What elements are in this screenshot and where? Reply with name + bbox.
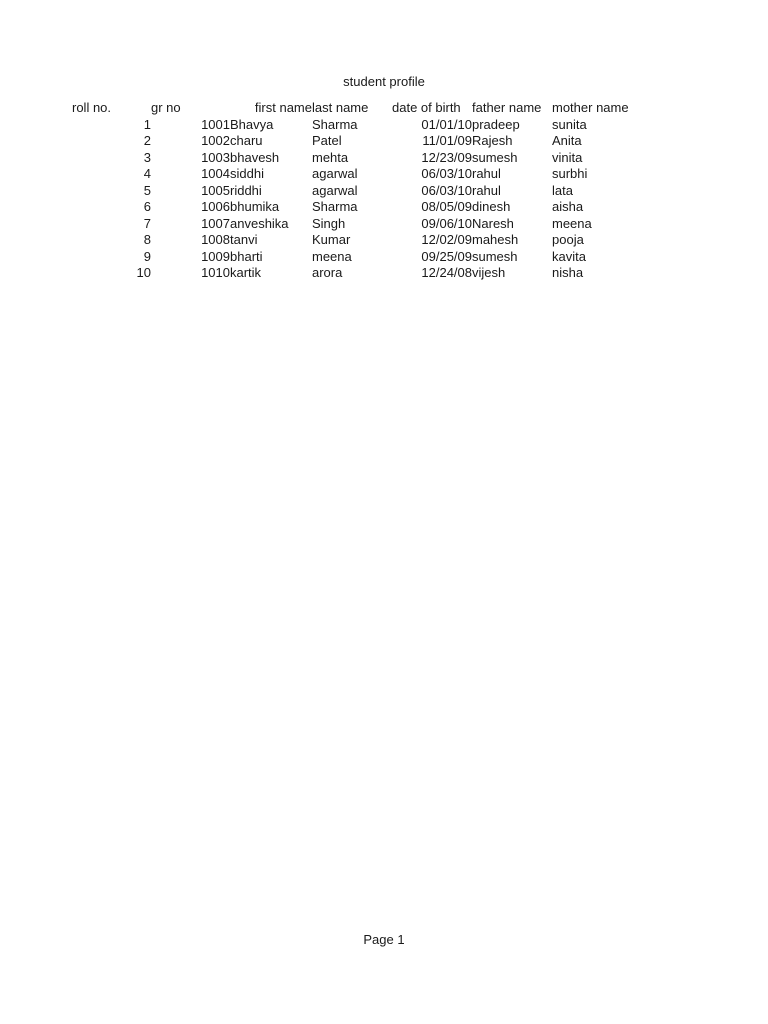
cell-last-name: Kumar xyxy=(312,232,351,247)
cell-roll-no: 2 xyxy=(143,133,151,148)
cell-father-name: dinesh xyxy=(472,199,511,214)
column-header-roll-no: roll no. xyxy=(72,100,112,115)
table-row xyxy=(72,117,642,134)
table-row xyxy=(72,199,642,216)
table-header-row xyxy=(72,100,642,117)
cell-mother-name: surbhi xyxy=(552,166,588,181)
student-profile-table xyxy=(72,100,642,282)
cell-last-name: Sharma xyxy=(312,116,358,132)
cell-last-name: meena xyxy=(312,248,352,264)
cell-first-name: tanvi xyxy=(230,232,258,247)
column-header-gr-no: gr no xyxy=(151,100,181,115)
table-row xyxy=(72,216,642,233)
cell-mother-name: meena xyxy=(552,215,592,231)
page-title xyxy=(0,74,768,90)
cell-date-of-birth: 11/01/09 xyxy=(422,133,472,148)
cell-date-of-birth: 08/05/09 xyxy=(421,199,472,214)
cell-mother-name: lata xyxy=(552,182,573,198)
cell-roll-no: 3 xyxy=(143,149,151,165)
cell-first-name: anveshika xyxy=(230,215,289,231)
cell-gr-no: 1007 xyxy=(201,215,230,231)
cell-last-name: Singh xyxy=(312,215,346,231)
cell-date-of-birth: 01/01/10 xyxy=(421,116,472,132)
cell-date-of-birth: 09/25/09 xyxy=(421,248,472,264)
table-body xyxy=(72,117,642,282)
cell-gr-no: 1004 xyxy=(201,166,230,181)
page-title-text: student profile xyxy=(343,74,425,89)
cell-mother-name: nisha xyxy=(552,265,584,280)
cell-roll-no: 5 xyxy=(143,182,151,198)
cell-first-name: bhavesh xyxy=(230,149,280,165)
cell-date-of-birth: 06/03/10 xyxy=(421,166,472,181)
cell-date-of-birth: 12/24/08 xyxy=(421,265,472,280)
cell-father-name: sumesh xyxy=(472,248,518,264)
cell-date-of-birth: 12/02/09 xyxy=(421,232,472,247)
cell-father-name: pradeep xyxy=(472,116,520,132)
cell-mother-name: kavita xyxy=(552,248,586,264)
cell-last-name: arora xyxy=(312,265,343,280)
page-footer xyxy=(0,932,768,948)
cell-mother-name: pooja xyxy=(552,232,584,247)
cell-father-name: rahul xyxy=(472,182,501,198)
cell-first-name: charu xyxy=(230,133,263,148)
table-row xyxy=(72,265,642,282)
cell-first-name: siddhi xyxy=(230,166,264,181)
cell-gr-no: 1009 xyxy=(201,248,230,264)
cell-last-name: agarwal xyxy=(312,182,358,198)
cell-last-name: agarwal xyxy=(312,166,358,181)
cell-father-name: sumesh xyxy=(472,149,518,165)
cell-mother-name: vinita xyxy=(552,149,583,165)
cell-date-of-birth: 12/23/09 xyxy=(421,149,472,165)
cell-roll-no: 6 xyxy=(143,199,151,214)
table-row xyxy=(72,183,642,200)
cell-date-of-birth: 06/03/10 xyxy=(421,182,472,198)
cell-mother-name: aisha xyxy=(552,199,584,214)
column-header-father-name: father name xyxy=(472,100,542,115)
cell-first-name: bharti xyxy=(230,248,263,264)
cell-roll-no: 8 xyxy=(143,232,151,247)
cell-father-name: Naresh xyxy=(472,215,514,231)
cell-last-name: mehta xyxy=(312,149,349,165)
table-row xyxy=(72,166,642,183)
cell-gr-no: 1003 xyxy=(201,149,230,165)
table-row xyxy=(72,232,642,249)
cell-first-name: bhumika xyxy=(230,199,280,214)
cell-mother-name: Anita xyxy=(552,133,582,148)
cell-roll-no: 10 xyxy=(136,265,151,280)
column-header-date-of-birth: date of birth xyxy=(392,100,461,115)
cell-gr-no: 1001 xyxy=(201,116,230,132)
cell-last-name: Patel xyxy=(312,133,342,148)
page-number: Page 1 xyxy=(363,932,405,947)
column-header-mother-name: mother name xyxy=(552,100,629,115)
table-row xyxy=(72,133,642,150)
cell-father-name: rahul xyxy=(472,166,501,181)
cell-first-name: riddhi xyxy=(230,182,262,198)
cell-roll-no: 7 xyxy=(143,215,151,231)
cell-first-name: Bhavya xyxy=(230,116,274,132)
table-row xyxy=(72,249,642,266)
cell-father-name: mahesh xyxy=(472,232,519,247)
column-header-last-name: last name xyxy=(312,100,369,115)
column-header-first-name: first name xyxy=(254,100,312,115)
cell-gr-no: 1010 xyxy=(201,265,230,280)
cell-roll-no: 9 xyxy=(143,248,151,264)
cell-father-name: vijesh xyxy=(472,265,506,280)
cell-first-name: kartik xyxy=(230,265,262,280)
cell-date-of-birth: 09/06/10 xyxy=(421,215,472,231)
cell-last-name: Sharma xyxy=(312,199,358,214)
table-row xyxy=(72,150,642,167)
cell-father-name: Rajesh xyxy=(472,133,513,148)
cell-roll-no: 1 xyxy=(143,116,151,132)
cell-gr-no: 1005 xyxy=(201,182,230,198)
cell-gr-no: 1006 xyxy=(201,199,230,214)
cell-roll-no: 4 xyxy=(143,166,151,181)
cell-gr-no: 1008 xyxy=(201,232,230,247)
cell-gr-no: 1002 xyxy=(201,133,230,148)
cell-mother-name: sunita xyxy=(552,116,587,132)
